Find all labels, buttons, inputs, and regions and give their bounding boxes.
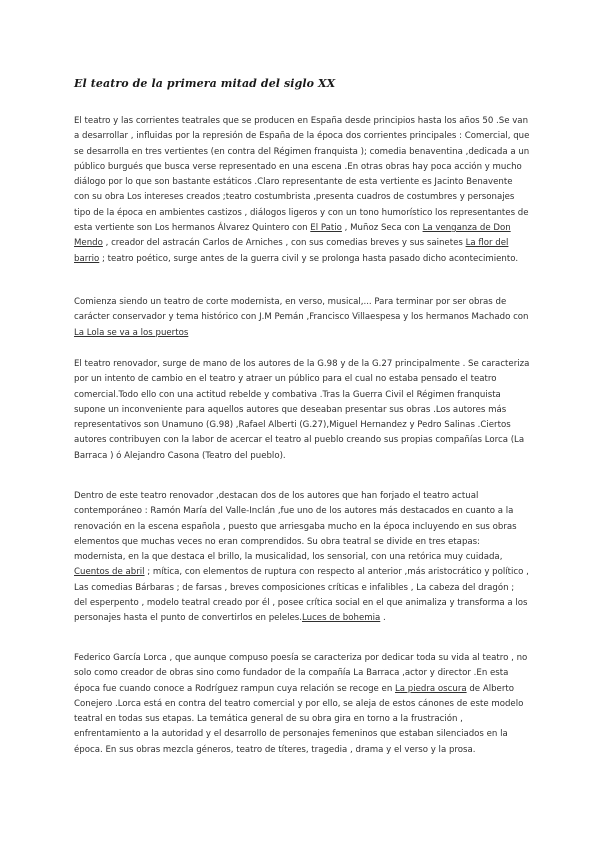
underlined-work-title: Cuentos de abril: [74, 567, 145, 578]
text-segment: , creador del astracán Carlos de Arniches , con sus comedias breves y sus sainetes: [102, 238, 466, 249]
text-segment: .: [380, 613, 386, 624]
paragraph-teatro-poetico: [74, 295, 530, 341]
text-segment: Dentro de este teatro renovador ,destacan dos de los autores que han forjado el teatro actual contemporáneo : Ramón María del Valle-Inclán ,fue uno de los autores más destacados en cuanto a la renovación en la escena española , puesto que arriesgaba mucho en la época incluyendo en sus obras elementos que muchas veces no eran comprendidos. Su obra teatral se divide en tres etapas: modernista, en la que destaca el brillo, la musicalidad, los sensorial, con una retórica muy cuidada,: [74, 491, 517, 563]
document-title: El teatro de la primera mitad del siglo XX: [74, 77, 336, 90]
text-segment: de Alberto Conejero .Lorca está en contra del teatro comercial y por ello, se aleja de estos cánones de este modelo teatral en todas sus etapas. La temática general de su obra gira en torno a la frustración , enfrentamiento a la autoridad y el desarrollo de personajes femeninos que estaban silenciados en la época. En sus obras mezcla géneros, teatro de títeres, tragedia , drama y el verso y la prosa.: [74, 683, 524, 755]
paragraph-garcia-lorca: [74, 651, 530, 758]
underlined-work-title: La Lola se va a los puertos: [74, 327, 189, 338]
text-segment: ; teatro poético, surge antes de la guerra civil y se prolonga hasta pasado dicho acontecimiento.: [99, 253, 519, 264]
underlined-work-title: La venganza de Don Mendo: [74, 223, 511, 249]
underlined-work-title: Luces de bohemia: [302, 613, 381, 624]
paragraph-teatro-renovador: [74, 357, 530, 464]
underlined-work-title: La piedra oscura: [395, 683, 467, 694]
text-segment: El teatro renovador, surge de mano de los autores de la G.98 y de la G.27 principalmente . Se caracteriza por un intento de cambio en el teatro y atraer un público para el cual no estaba pensado el teatro comercial.Todo ello con una actitud rebelde y combativa .Tras la Guerra Civil el Régimen franquista supone un inconveniente para aquellos autores que deseaban presentar sus obras .Los autores más representativos son Unamuno (G.98) ,Rafael Alberti (G.27),Miguel Hernandez y Pedro Salinas .Ciertos autores contribuyen con la labor de acercar el teatro al pueblo creando sus propias compañías Lorca (La Barraca ) ó Alejandro Casona (Teatro del pueblo).: [74, 359, 530, 461]
underlined-work-title: El Patio: [310, 223, 342, 234]
text-segment: El teatro y las corrientes teatrales que se producen en España desde principios hasta los años 50 .Se van a desarrollar , influidas por la represión de España de la época dos corrientes principales : Comercial, que se desarrolla en tres vertientes (en contra del Régimen franquista ); comedia benaventina ,dedicada a un público burgués que busca verse representado en una escena .En otras obras hay poca acción y mucho diálogo por lo que son bastante estáticos .Claro representante de esta vertiente es Jacinto Benavente con su obra Los intereses creados ;teatro costumbrista ,presenta cuadros de costumbres y personajes tipo de la época en ambientes castizos , diálogos ligeros y con un tono humorístico los representantes de esta vertiente son Los hermanos Álvarez Quintero con: [74, 116, 530, 234]
text-segment: , Muñoz Seca con: [341, 223, 423, 234]
paragraph-valle-inclan: [74, 489, 530, 627]
text-segment: ; mítica, con elementos de ruptura con respecto al anterior ,más aristocrático y político , Las comedias Bárbaras ; de farsas , breves composiciones críticas e infalibles , La cabeza del dragón ; del esperpento , modelo teatral creado por él , posee crítica social en el que animaliza y transforma a los personajes hasta el punto de convertirlos en peleles.: [74, 567, 529, 624]
underlined-work-title: La flor del barrio: [74, 238, 509, 264]
text-segment: Federico García Lorca , que aunque compuso poesía se caracteriza por dedicar toda su vida al teatro , no solo como creador de obras sino como fundador de la compañía La Barraca ,actor y director .En esta época fue cuando conoce a Rodríguez rampun cuya relación se recoge en: [74, 653, 528, 694]
paragraph-comercial: [74, 114, 530, 267]
text-segment: Comienza siendo un teatro de corte modernista, en verso, musical,... Para terminar por ser obras de carácter conservador y tema histórico con J.M Pemán ,Francisco Villaespesa y los hermanos Machado con: [74, 297, 529, 323]
